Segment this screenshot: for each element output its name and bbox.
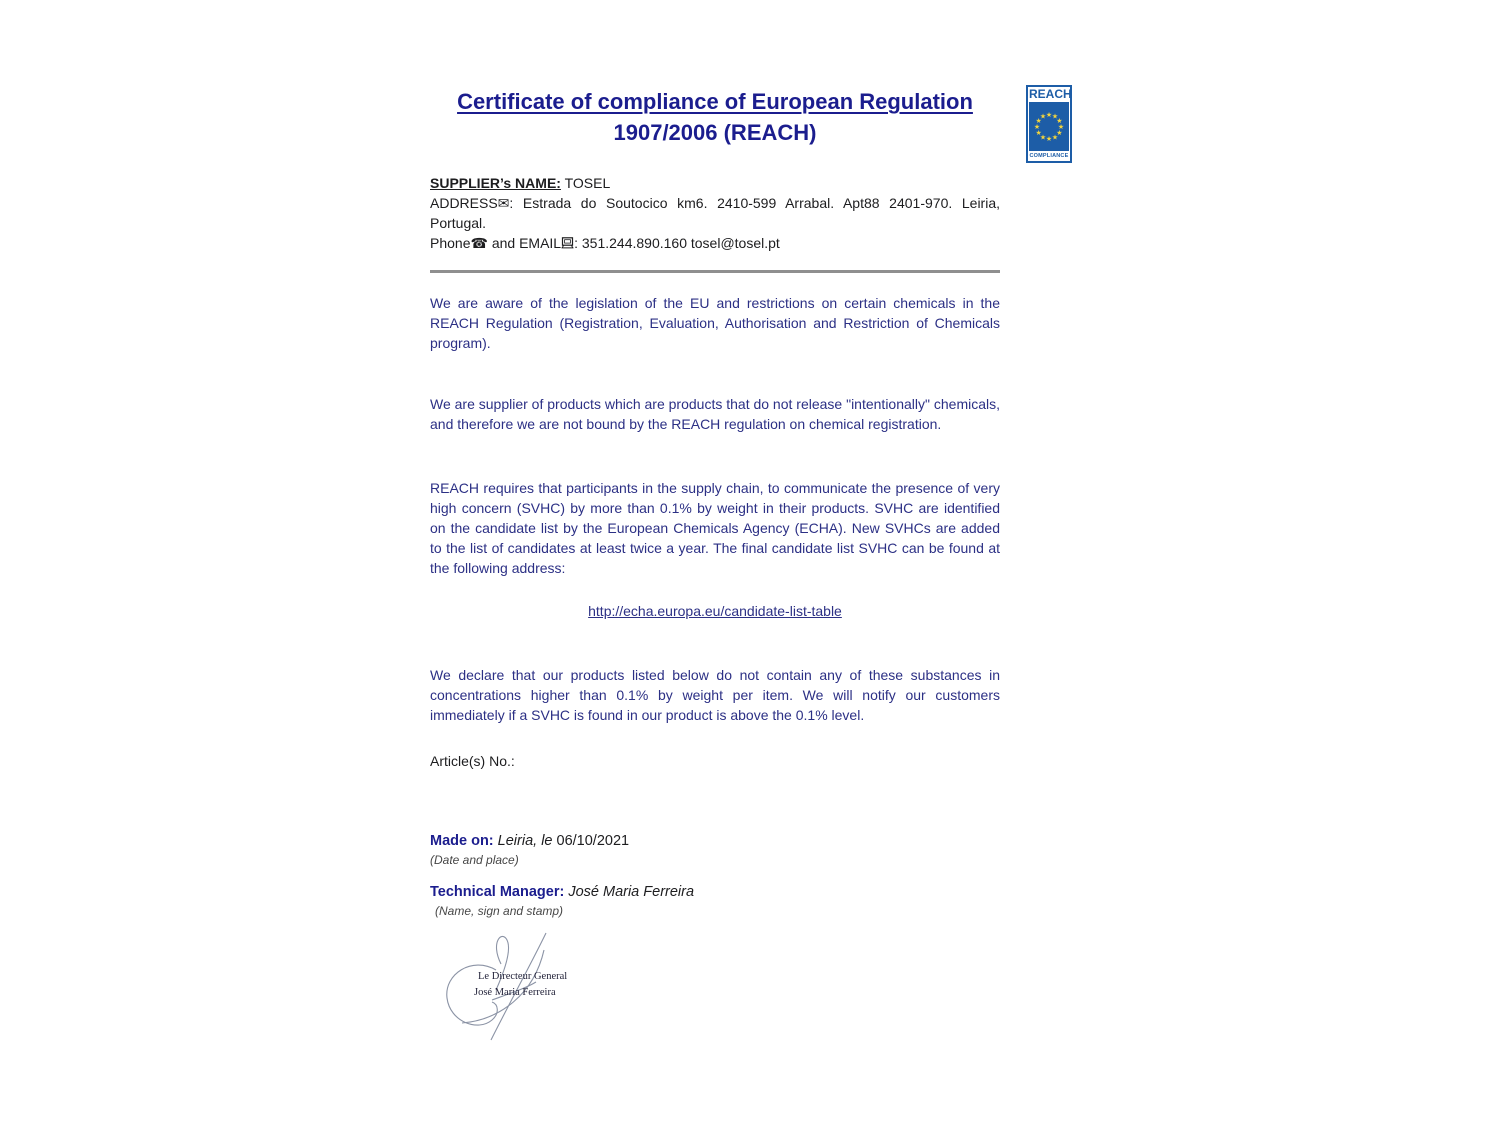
address-label: ADDRESS xyxy=(430,194,498,211)
technical-manager-name: José Maria Ferreira xyxy=(568,884,695,900)
eu-stars-circle-icon xyxy=(1029,102,1069,151)
email-label: and EMAIL xyxy=(487,234,562,251)
supplier-address-row xyxy=(430,194,1000,234)
eu-star-icon: ★ xyxy=(1039,112,1047,121)
eu-star-icon: ★ xyxy=(1033,123,1041,131)
stamp-line2: José Maria Ferreira xyxy=(474,987,556,998)
envelope-icon: ✉ xyxy=(497,195,510,212)
made-on-date: 06/10/2021 xyxy=(556,833,630,849)
eu-star-icon: ★ xyxy=(1035,117,1042,125)
eu-star-icon: ★ xyxy=(1056,129,1063,137)
eu-star-icon: ★ xyxy=(1039,133,1047,142)
eu-stars-panel xyxy=(1029,102,1069,151)
eu-star-icon: ★ xyxy=(1045,135,1053,143)
contact-value: : 351.244.890.160 tosel@tosel.pt xyxy=(574,234,780,251)
supplier-contact-row xyxy=(430,234,1000,255)
article-number-label: Article(s) No.: xyxy=(430,753,515,769)
supplier-name-row xyxy=(430,174,1000,194)
title-line2: 1907/2006 (REACH) xyxy=(613,120,817,145)
computer-icon xyxy=(561,237,574,249)
title-line1: Certificate of compliance of European Regulation xyxy=(457,89,973,114)
paragraph-awareness: We are aware of the legislation of the EU and restrictions on certain chemicals in the REACH Regulation (Registration, Evaluation, Authorisation and Restriction of Chemicals program). xyxy=(430,295,1000,351)
reach-compliance-logo xyxy=(1026,85,1072,163)
document-body xyxy=(430,86,1000,1050)
paragraph-declaration: We declare that our products listed below do not contain any of these substances in concentrations higher than 0.1% by weight per item. We will notify our customers immediately if a SVHC is found in our product is above the 0.1% level. xyxy=(430,667,1000,723)
candidate-list-link[interactable]: http://echa.europa.eu/candidate-list-table xyxy=(588,603,842,619)
eu-star-icon: ★ xyxy=(1051,133,1059,142)
phone-icon: ☎ xyxy=(470,235,488,252)
technical-manager-label: Technical Manager: xyxy=(430,884,565,900)
paragraph-supplier-status: We are supplier of products which are products that do not release "intentionally" chemicals, and therefore we are not bound by the REACH regulation on chemical registration. xyxy=(430,396,1000,432)
eu-star-icon: ★ xyxy=(1051,112,1059,121)
supplier-name-value: TOSEL xyxy=(560,175,611,191)
phone-label: Phone xyxy=(430,234,471,251)
supplier-info xyxy=(430,174,1000,254)
stamp-line1: Le Directeur General xyxy=(478,971,568,982)
separator-line xyxy=(430,270,1000,273)
eu-star-icon: ★ xyxy=(1056,117,1063,125)
paragraph-svhc-requirements: REACH requires that participants in the supply chain, to communicate the presence of very high concern (SVHC) by more than 0.1% by weight in their products. SVHC are identified on the candidate list by the European Chemicals Agency (ECHA). New SVHCs are added to the list of candidates at least twice a year. The final candidate list SVHC can be found at the following address: xyxy=(430,480,1000,576)
reach-logo-title: REACH xyxy=(1029,87,1072,101)
eu-star-icon: ★ xyxy=(1045,111,1053,119)
candidate-list-link-row xyxy=(430,601,1000,622)
supplier-name-label: SUPPLIER’s NAME: xyxy=(430,175,561,191)
signature-stamp xyxy=(434,930,654,1045)
made-on-row xyxy=(430,831,1000,851)
page-title xyxy=(430,86,1000,148)
eu-star-icon: ★ xyxy=(1057,123,1065,131)
reach-logo-subtitle: COMPLIANCE xyxy=(1029,153,1069,159)
technical-manager-row xyxy=(430,882,1000,902)
eu-star-icon: ★ xyxy=(1035,129,1042,137)
name-sign-stamp-note: (Name, sign and stamp) xyxy=(435,904,564,918)
made-on-label: Made on: xyxy=(430,833,494,849)
made-on-place: Leiria, le xyxy=(497,833,553,849)
date-place-note: (Date and place) xyxy=(430,853,519,867)
address-value: : Estrada do Soutocico km6. 2410-599 Arrabal. Apt88 2401-970. Leiria, Portugal. xyxy=(430,194,1000,231)
